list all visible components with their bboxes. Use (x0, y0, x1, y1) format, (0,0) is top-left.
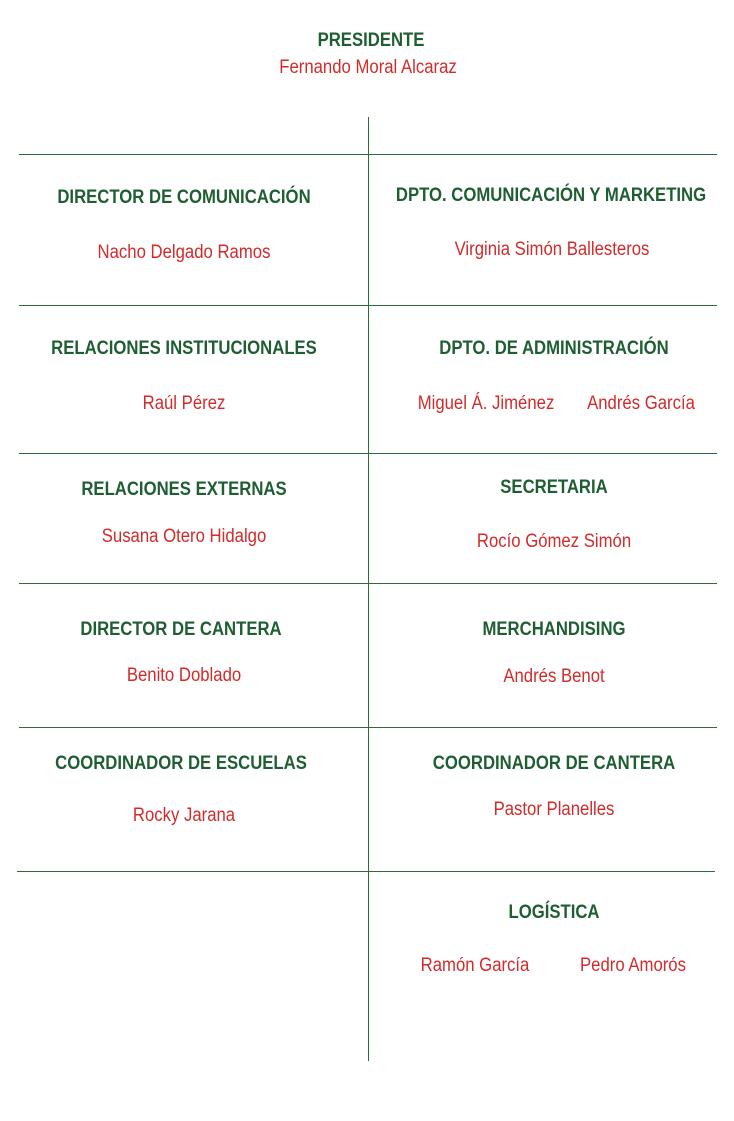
row-divider-1 (19, 154, 717, 155)
person-name: Nacho Delgado Ramos (97, 242, 271, 263)
person-name: Miguel Á. Jiménez (417, 393, 555, 414)
row-divider-3 (19, 453, 717, 454)
row-divider-2 (19, 305, 717, 306)
role-title: RELACIONES EXTERNAS (81, 479, 287, 500)
role-title: RELACIONES INSTITUCIONALES (51, 338, 317, 359)
person-name: Pastor Planelles (493, 799, 615, 820)
role-title: DPTO. COMUNICACIÓN Y MARKETING (395, 185, 707, 206)
role-title: MERCHANDISING (482, 619, 626, 640)
president-name: Fernando Moral Alcaraz (279, 57, 457, 78)
role-title: COORDINADOR DE CANTERA (432, 753, 676, 774)
person-name: Andrés Benot (503, 666, 605, 687)
person-name: Ramón García (420, 955, 530, 976)
person-name: Rocky Jarana (132, 805, 236, 826)
row-divider-4 (19, 583, 717, 584)
person-name: Rocío Gómez Simón (476, 531, 632, 552)
role-title: COORDINADOR DE ESCUELAS (55, 753, 307, 774)
role-title: LOGÍSTICA (508, 902, 600, 923)
person-name: Raúl Pérez (142, 393, 226, 414)
president-title: PRESIDENTE (317, 30, 425, 51)
role-title: DPTO. DE ADMINISTRACIÓN (439, 338, 669, 359)
person-name: Virginia Simón Ballesteros (454, 239, 650, 260)
person-name: Pedro Amorós (580, 955, 686, 976)
row-divider-5 (19, 727, 717, 728)
person-name: Susana Otero Hidalgo (101, 526, 267, 547)
role-title: DIRECTOR DE CANTERA (80, 619, 282, 640)
center-divider (368, 117, 369, 1061)
person-name: Benito Doblado (126, 665, 242, 686)
role-title: DIRECTOR DE COMUNICACIÓN (57, 187, 311, 208)
role-title: SECRETARIA (500, 477, 608, 498)
person-name: Andrés García (587, 393, 695, 414)
row-divider-6 (17, 871, 715, 872)
